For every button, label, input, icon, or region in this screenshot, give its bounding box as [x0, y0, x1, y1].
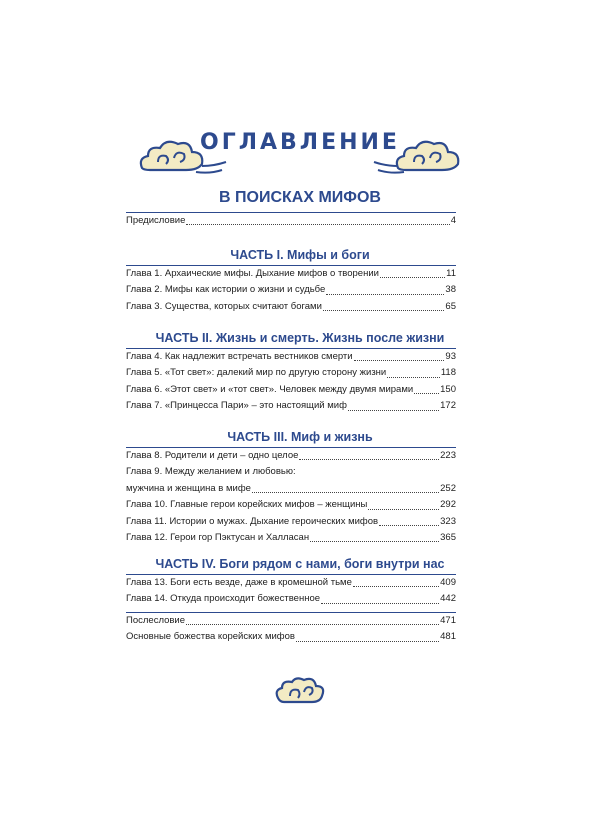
entry-page: 38 — [445, 284, 456, 296]
dot-leader — [348, 410, 439, 411]
entry-title: Предисловие — [126, 214, 186, 226]
toc-entry[interactable] — [126, 382, 456, 398]
entry-page: 442 — [440, 593, 456, 605]
toc-entry[interactable] — [126, 514, 456, 530]
toc-entry[interactable] — [126, 349, 456, 365]
entry-page: 172 — [440, 400, 456, 412]
entry-title: Глава 2. Мифы как истории о жизни и судьбе — [126, 284, 326, 296]
entry-title: Послесловие — [126, 614, 186, 626]
part-1-block — [126, 265, 456, 315]
appendix-block — [126, 612, 456, 646]
dot-leader — [299, 459, 439, 460]
part-2-title: ЧАСТЬ II. Жизнь и смерть. Жизнь после жизни — [155, 331, 445, 345]
entry-title: Глава 5. «Тот свет»: далекий мир по другую сторону жизни — [126, 367, 387, 379]
entry-title: Основные божества корейских мифов — [126, 631, 295, 643]
entry-page: 409 — [440, 576, 456, 588]
entry-title: Глава 12. Герои гор Пэктусан и Халласан — [126, 531, 310, 543]
toc-entry-preface[interactable] — [126, 213, 456, 229]
dot-leader — [368, 509, 439, 510]
dot-leader — [186, 624, 439, 625]
toc-entry[interactable] — [126, 629, 456, 645]
toc-header — [0, 128, 600, 176]
part-4-title: ЧАСТЬ IV. Боги рядом с нами, боги внутри нас — [155, 557, 445, 571]
part-4-block — [126, 574, 456, 608]
dot-leader — [380, 277, 445, 278]
entry-page: 252 — [440, 482, 456, 494]
dot-leader — [379, 525, 439, 526]
entry-title: Глава 8. Родители и дети – одно целое — [126, 449, 299, 461]
entry-title: Глава 11. Истории о мужах. Дыхание героических мифов — [126, 515, 379, 527]
entry-page: 11 — [446, 267, 456, 279]
toc-entry[interactable] — [126, 613, 456, 629]
part-3-block — [126, 447, 456, 546]
entry-page: 292 — [440, 499, 456, 511]
dot-leader — [354, 360, 445, 361]
entry-title: Глава 1. Архаические мифы. Дыхание мифов о творении — [126, 267, 379, 279]
dot-leader — [323, 310, 445, 311]
entry-title: Глава 3. Существа, которых считают богами — [126, 300, 322, 312]
entry-page: 323 — [440, 515, 456, 527]
toc-entry[interactable] — [126, 282, 456, 298]
entry-title: Глава 7. «Принцесса Пари» – это настоящий миф — [126, 400, 347, 412]
entry-title: Глава 4. Как надлежит встречать вестников смерти — [126, 350, 353, 362]
entry-page: 481 — [440, 631, 456, 643]
preface-block — [126, 212, 456, 229]
dot-leader — [252, 492, 439, 493]
cloud-ornament-right-icon — [372, 136, 464, 176]
toc-entry[interactable] — [126, 299, 456, 315]
dot-leader — [387, 377, 440, 378]
toc-title: ОГЛАВЛЕНИЕ — [200, 130, 400, 155]
dot-leader — [321, 603, 439, 604]
toc-entry[interactable] — [126, 575, 456, 591]
toc-entry[interactable] — [126, 398, 456, 414]
entry-page: 471 — [440, 614, 456, 626]
toc-entry[interactable] — [126, 448, 456, 464]
entry-title: Глава 13. Боги есть везде, даже в кромешной тьме — [126, 576, 352, 588]
entry-page: 223 — [440, 449, 456, 461]
dot-leader — [310, 541, 439, 542]
cloud-ornament-bottom-icon — [274, 676, 326, 706]
toc-entry[interactable] — [126, 266, 456, 282]
toc-entry[interactable] — [126, 481, 456, 497]
main-heading: В ПОИСКАХ МИФОВ — [219, 189, 381, 206]
dot-leader — [414, 393, 439, 394]
entry-title: Глава 6. «Этот свет» и «тот свет». Человек между двумя мирами — [126, 383, 414, 395]
entry-page: 150 — [440, 383, 456, 395]
dot-leader — [296, 641, 439, 642]
toc-entry[interactable] — [126, 591, 456, 607]
entry-title: мужчина и женщина в мифе — [126, 482, 251, 494]
entry-page: 365 — [440, 531, 456, 543]
toc-entry[interactable] — [126, 530, 456, 546]
entry-page: 118 — [440, 367, 456, 379]
dot-leader — [326, 294, 444, 295]
entry-title: Глава 10. Главные герои корейских мифов – женщины — [126, 499, 368, 511]
entry-page: 65 — [445, 300, 456, 312]
part-1-title: ЧАСТЬ I. Мифы и боги — [230, 248, 370, 262]
entry-title: Глава 14. Откуда происходит божественное — [126, 593, 321, 605]
part-3-title: ЧАСТЬ III. Миф и жизнь — [227, 430, 373, 444]
entry-page: 93 — [445, 350, 456, 362]
toc-entry[interactable] — [126, 497, 456, 513]
entry-page: 4 — [450, 214, 456, 226]
part-2-block — [126, 348, 456, 415]
dot-leader — [186, 224, 449, 225]
toc-entry[interactable] — [126, 464, 456, 480]
dot-leader — [353, 586, 439, 587]
entry-title: Глава 9. Между желанием и любовью: — [126, 466, 296, 478]
toc-entry[interactable] — [126, 365, 456, 381]
